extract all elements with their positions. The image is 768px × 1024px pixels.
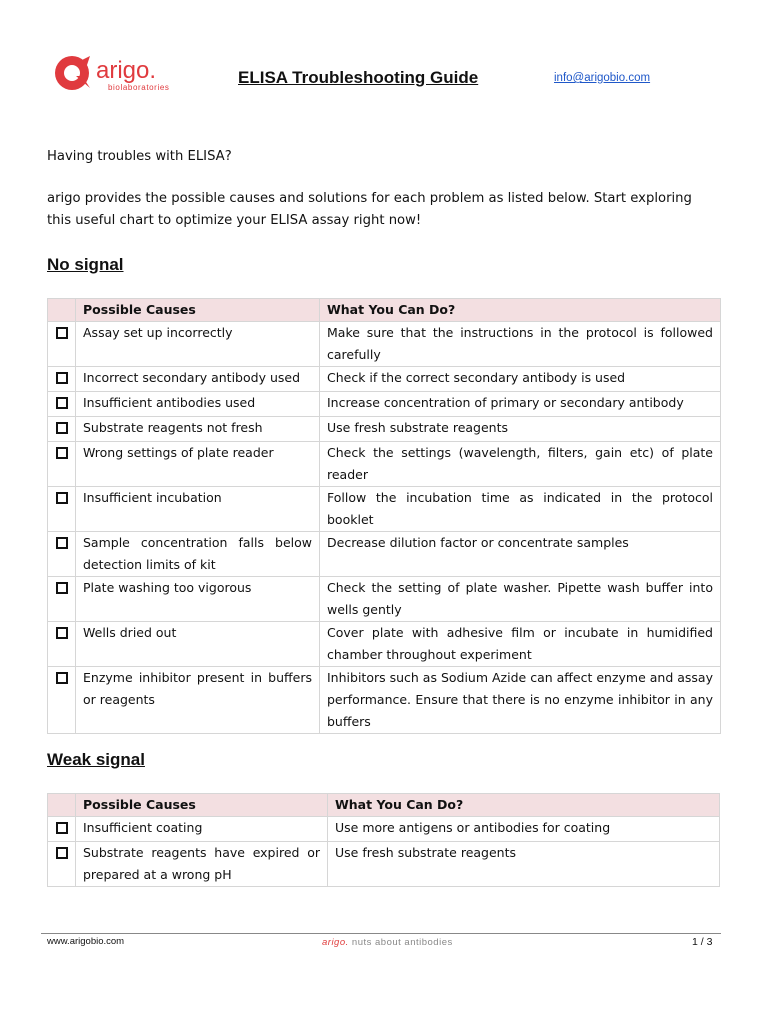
checkbox-icon[interactable] [56, 627, 68, 639]
checkbox-cell[interactable] [48, 442, 76, 487]
table-row [48, 322, 721, 367]
table-header-row [48, 794, 720, 817]
section-title-weak-signal: Weak signal [47, 750, 145, 769]
cause-cell: Wrong settings of plate reader [76, 442, 320, 487]
solution-cell: Follow the incubation time as indicated in the protocol booklet [320, 487, 721, 532]
intro-question: Having troubles with ELISA? [47, 149, 232, 164]
solution-cell: Cover plate with adhesive film or incubate in humidified chamber throughout experiment [320, 622, 721, 667]
checkbox-cell[interactable] [48, 322, 76, 367]
checkbox-icon[interactable] [56, 447, 68, 459]
footer-website[interactable]: www.arigobio.com [47, 936, 125, 947]
document-title: ELISA Troubleshooting Guide [238, 68, 479, 87]
weak-signal-table [47, 793, 720, 887]
checkbox-cell[interactable] [48, 817, 76, 842]
table-row [48, 417, 721, 442]
cause-cell: Substrate reagents have expired or prepared at a wrong pH [76, 842, 328, 887]
checkbox-cell[interactable] [48, 667, 76, 734]
checkbox-cell[interactable] [48, 622, 76, 667]
checkbox-icon[interactable] [56, 822, 68, 834]
checkbox-icon[interactable] [56, 582, 68, 594]
header-what-you-can-do: What You Can Do? [320, 299, 721, 322]
table-row [48, 667, 721, 734]
page-number: 1 / 3 [692, 936, 713, 948]
checkbox-cell[interactable] [48, 577, 76, 622]
logo-subtext: biolaboratories [108, 83, 170, 92]
cause-cell: Enzyme inhibitor present in buffers or reagents [76, 667, 320, 734]
section-title-no-signal: No signal [47, 255, 124, 274]
table-row [48, 442, 721, 487]
table-row [48, 367, 721, 392]
checkbox-cell[interactable] [48, 842, 76, 887]
checkbox-cell[interactable] [48, 487, 76, 532]
cause-cell: Insufficient incubation [76, 487, 320, 532]
table-row [48, 532, 721, 577]
cause-cell: Substrate reagents not fresh [76, 417, 320, 442]
cause-cell: Assay set up incorrectly [76, 322, 320, 367]
logo-wordmark: arigo. [96, 57, 157, 84]
solution-cell: Use fresh substrate reagents [320, 417, 721, 442]
solution-cell: Check if the correct secondary antibody is used [320, 367, 721, 392]
table-row [48, 817, 720, 842]
footer-brand: arigo. [322, 937, 349, 948]
solution-cell: Make sure that the instructions in the protocol is followed carefully [320, 322, 721, 367]
checkbox-cell[interactable] [48, 532, 76, 577]
intro-paragraph: arigo provides the possible causes and solutions for each problem as listed below. Start exploring this useful chart to optimize your ELISA assay right now! [47, 191, 692, 228]
checkbox-cell[interactable] [48, 367, 76, 392]
cause-cell: Insufficient antibodies used [76, 392, 320, 417]
email-link[interactable]: info@arigobio.com [554, 72, 651, 84]
solution-cell: Use more antigens or antibodies for coating [328, 817, 720, 842]
table-header-row [48, 299, 721, 322]
cause-cell: Plate washing too vigorous [76, 577, 320, 622]
table-row [48, 392, 721, 417]
table-row [48, 842, 720, 887]
checkbox-cell[interactable] [48, 392, 76, 417]
checkbox-cell[interactable] [48, 417, 76, 442]
checkbox-icon[interactable] [56, 847, 68, 859]
table-row [48, 577, 721, 622]
cause-cell: Sample concentration falls below detection limits of kit [76, 532, 320, 577]
table-row [48, 622, 721, 667]
checkbox-icon[interactable] [56, 492, 68, 504]
checkbox-icon[interactable] [56, 327, 68, 339]
header-possible-causes: Possible Causes [76, 794, 328, 817]
checkbox-icon[interactable] [56, 672, 68, 684]
footer-tagline-text: nuts about antibodies [351, 937, 453, 948]
cause-cell: Wells dried out [76, 622, 320, 667]
solution-cell: Check the setting of plate washer. Pipette wash buffer into wells gently [320, 577, 721, 622]
solution-cell: Use fresh substrate reagents [328, 842, 720, 887]
cause-cell: Incorrect secondary antibody used [76, 367, 320, 392]
solution-cell: Check the settings (wavelength, filters, gain etc) of plate reader [320, 442, 721, 487]
header-possible-causes: Possible Causes [76, 299, 320, 322]
solution-cell: Increase concentration of primary or secondary antibody [320, 392, 721, 417]
header-checkbox-cell [48, 299, 76, 322]
cause-cell: Insufficient coating [76, 817, 328, 842]
arigo-logo [52, 52, 192, 94]
header-checkbox-cell [48, 794, 76, 817]
checkbox-icon[interactable] [56, 397, 68, 409]
checkbox-icon[interactable] [56, 537, 68, 549]
no-signal-table [47, 298, 721, 734]
solution-cell: Inhibitors such as Sodium Azide can affect enzyme and assay performance. Ensure that there is no enzyme inhibitor in any buffers [320, 667, 721, 734]
checkbox-icon[interactable] [56, 422, 68, 434]
table-row [48, 487, 721, 532]
footer-tagline [322, 937, 453, 948]
footer-divider [41, 933, 721, 934]
checkbox-icon[interactable] [56, 372, 68, 384]
header-what-you-can-do: What You Can Do? [328, 794, 720, 817]
solution-cell: Decrease dilution factor or concentrate samples [320, 532, 721, 577]
